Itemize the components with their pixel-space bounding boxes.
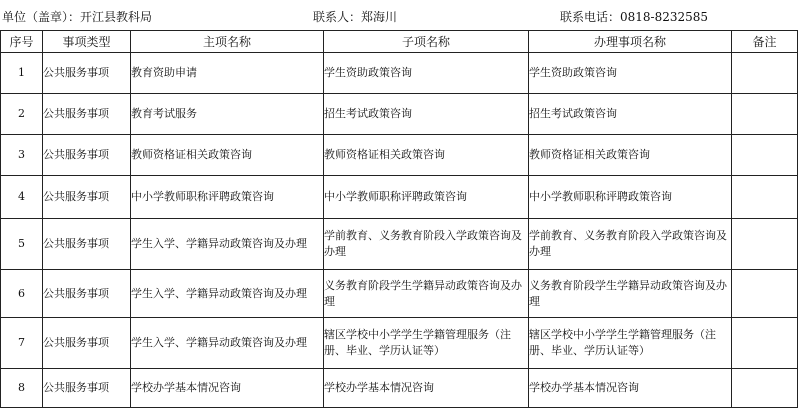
cell-type: 公共服务事项 — [43, 135, 131, 176]
cell-note — [732, 135, 798, 176]
unit-label: 单位（盖章）：开江县教科局 — [2, 10, 153, 24]
table-row — [1, 318, 798, 369]
cell-no: 8 — [1, 369, 43, 408]
table-row — [1, 176, 798, 219]
cell-main: 教育资助申请 — [131, 53, 324, 94]
column-header-note: 备注 — [732, 31, 798, 53]
cell-no: 4 — [1, 176, 43, 219]
document-header — [0, 0, 800, 30]
cell-no: 3 — [1, 135, 43, 176]
cell-type: 公共服务事项 — [43, 219, 131, 270]
table-row — [1, 94, 798, 135]
cell-handle: 中小学教师职称评聘政策咨询 — [529, 176, 732, 219]
table-row — [1, 53, 798, 94]
cell-type: 公共服务事项 — [43, 94, 131, 135]
cell-no: 6 — [1, 270, 43, 318]
cell-sub: 教师资格证相关政策咨询 — [324, 135, 529, 176]
cell-note — [732, 219, 798, 270]
cell-type: 公共服务事项 — [43, 270, 131, 318]
table-row — [1, 135, 798, 176]
contact-label: 联系人：郑海川 — [313, 10, 398, 24]
cell-sub: 学校办学基本情况咨询 — [324, 369, 529, 408]
table-row — [1, 219, 798, 270]
cell-main: 教师资格证相关政策咨询 — [131, 135, 324, 176]
cell-note — [732, 270, 798, 318]
table-row — [1, 369, 798, 408]
cell-type: 公共服务事项 — [43, 53, 131, 94]
cell-sub: 辖区学校中小学学生学籍管理服务（注册、毕业、学历认证等） — [324, 318, 529, 369]
cell-note — [732, 318, 798, 369]
cell-handle: 义务教育阶段学生学籍异动政策咨询及办理 — [529, 270, 732, 318]
cell-main: 学生入学、学籍异动政策咨询及办理 — [131, 219, 324, 270]
cell-handle: 教师资格证相关政策咨询 — [529, 135, 732, 176]
phone-label: 联系电话：0818-8232585 — [560, 10, 709, 24]
cell-no: 2 — [1, 94, 43, 135]
cell-main: 中小学教师职称评聘政策咨询 — [131, 176, 324, 219]
cell-sub: 学生资助政策咨询 — [324, 53, 529, 94]
column-header-type: 事项类型 — [43, 31, 131, 53]
cell-main: 教育考试服务 — [131, 94, 324, 135]
cell-note — [732, 94, 798, 135]
cell-type: 公共服务事项 — [43, 318, 131, 369]
cell-handle: 学校办学基本情况咨询 — [529, 369, 732, 408]
cell-no: 5 — [1, 219, 43, 270]
column-header-sub: 子项名称 — [324, 31, 529, 53]
table-row — [1, 270, 798, 318]
cell-no: 1 — [1, 53, 43, 94]
cell-sub: 义务教育阶段学生学籍异动政策咨询及办理 — [324, 270, 529, 318]
cell-main: 学生入学、学籍异动政策咨询及办理 — [131, 270, 324, 318]
cell-handle: 招生考试政策咨询 — [529, 94, 732, 135]
cell-sub: 招生考试政策咨询 — [324, 94, 529, 135]
cell-type: 公共服务事项 — [43, 176, 131, 219]
column-header-no: 序号 — [1, 31, 43, 53]
cell-main: 学生入学、学籍异动政策咨询及办理 — [131, 318, 324, 369]
cell-note — [732, 53, 798, 94]
cell-handle: 辖区学校中小学学生学籍管理服务（注册、毕业、学历认证等） — [529, 318, 732, 369]
cell-handle: 学生资助政策咨询 — [529, 53, 732, 94]
cell-type: 公共服务事项 — [43, 369, 131, 408]
table-header-row — [1, 31, 798, 53]
cell-sub: 学前教育、义务教育阶段入学政策咨询及办理 — [324, 219, 529, 270]
cell-note — [732, 176, 798, 219]
cell-handle: 学前教育、义务教育阶段入学政策咨询及办理 — [529, 219, 732, 270]
column-header-handle: 办理事项名称 — [529, 31, 732, 53]
cell-no: 7 — [1, 318, 43, 369]
column-header-main: 主项名称 — [131, 31, 324, 53]
service-items-table — [0, 30, 798, 408]
cell-sub: 中小学教师职称评聘政策咨询 — [324, 176, 529, 219]
cell-note — [732, 369, 798, 408]
cell-main: 学校办学基本情况咨询 — [131, 369, 324, 408]
